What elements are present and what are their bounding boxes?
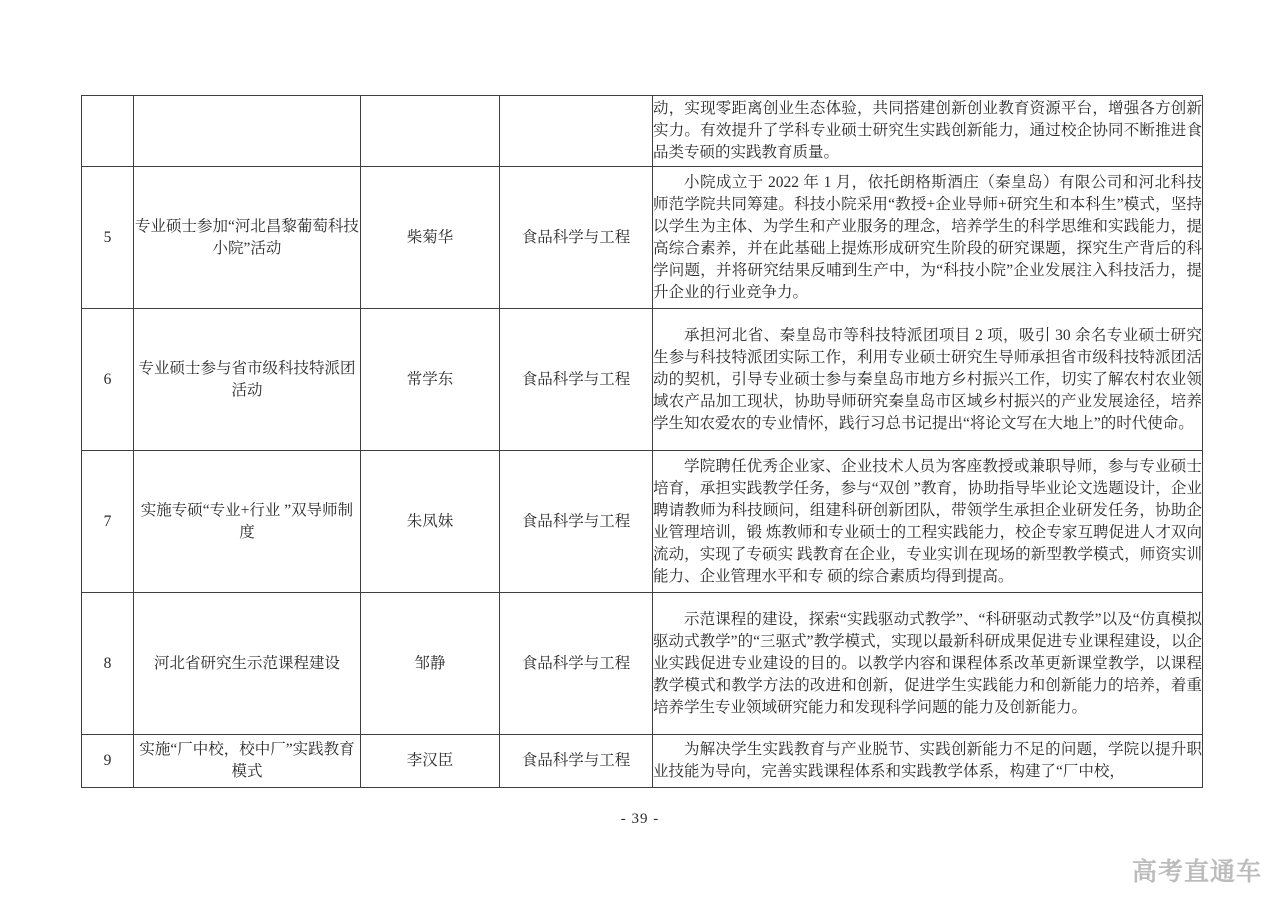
discipline-cell: 食品科学与工程 (500, 451, 653, 593)
project-name-cell: 河北省研究生示范课程建设 (134, 593, 361, 735)
project-name-cell (134, 96, 361, 167)
projects-table (81, 95, 1203, 788)
row-number-cell: 6 (82, 309, 134, 451)
description-cell (653, 167, 1203, 309)
description-cell (653, 309, 1203, 451)
table-body (82, 96, 1203, 788)
watermark-text: 高考直通车 (1131, 858, 1262, 886)
description-text: 动，实现零距离创业生态体验，共同搭建创新创业教育资源平台，增强各方创新实力。有效提升了学科专业硕士研究生实践创新能力，通过校企协同不断推进食品类专硕的实践教育质量。 (653, 100, 1202, 161)
table-row (82, 451, 1203, 593)
leader-name-cell: 常学东 (361, 309, 500, 451)
leader-name-cell: 朱凤妹 (361, 451, 500, 593)
discipline-cell: 食品科学与工程 (500, 309, 653, 451)
row-number-cell: 7 (82, 451, 134, 593)
description-cell (653, 96, 1203, 167)
discipline-cell: 食品科学与工程 (500, 167, 653, 309)
description-text: 小院成立于 2022 年 1 月，依托朗格斯酒庄（秦皇岛）有限公司和河北科技师范学院共同筹建。科技小院采用“教授+企业导师+研究生和本科生”模式，坚持以学生为主体、为学生和产业服务的理念，培养学生的科学思维和实践能力，提高综合素养，并在此基础上提炼形成研究生阶段的研究课题，探究生产背后的科学问题，并将研究结果反哺到生产中，为“科技小院”企业发展注入科技活力，提升企业的行业竞争力。 (653, 173, 1202, 301)
row-number-cell: 9 (82, 735, 134, 788)
table-row (82, 593, 1203, 735)
description-cell (653, 451, 1203, 593)
project-name-cell: 实施“厂中校，校中厂”实践教育模式 (134, 735, 361, 788)
description-text: 为解决学生实践教育与产业脱节、实践创新能力不足的问题，学院以提升职业技能为导向，完善实践课程体系和实践教学体系，构建了“厂中校， (653, 741, 1202, 780)
page-number: - 39 - (620, 811, 660, 827)
table-row (82, 167, 1203, 309)
project-name-cell: 专业硕士参加“河北昌黎葡萄科技小院”活动 (134, 167, 361, 309)
table-row (82, 309, 1203, 451)
leader-name-cell: 邹静 (361, 593, 500, 735)
row-number-cell: 5 (82, 167, 134, 309)
leader-name-cell: 李汉臣 (361, 735, 500, 788)
row-number-cell: 8 (82, 593, 134, 735)
description-cell (653, 735, 1203, 788)
description-text: 承担河北省、秦皇岛市等科技特派团项目 2 项，吸引 30 余名专业硕士研究生参与科技特派团实际工作，利用专业硕士研究生导师承担省市级科技特派团活动的契机，引导专业硕士参与秦皇岛市地方乡村振兴工作，切实了解农村农业领域农产品加工现状，协助导师研究秦皇岛市区域乡村振兴的产业发展途径，培养学生知农爱农的专业情怀，践行习总书记提出“将论文写在大地上”的时代使命。 (653, 326, 1202, 432)
description-cell (653, 593, 1203, 735)
project-name-cell: 专业硕士参与省市级科技特派团活动 (134, 309, 361, 451)
table-row (82, 96, 1203, 167)
leader-name-cell: 柴菊华 (361, 167, 500, 309)
discipline-cell: 食品科学与工程 (500, 735, 653, 788)
project-name-cell: 实施专硕“专业+行业 ”双导师制度 (134, 451, 361, 593)
row-number-cell (82, 96, 134, 167)
description-text: 示范课程的建设，探索“实践驱动式教学”、“科研驱动式教学”以及“仿真模拟驱动式教学”的“三驱式”教学模式，实现以最新科研成果促进专业课程建设，以企业实践促进专业建设的目的。以教学内容和课程体系改革更新课堂教学，以课程教学模式和教学方法的改进和创新，促进学生实践能力和创新能力的培养，着重培养学生专业领域研究能力和发现科学问题的能力及创新能力。 (653, 610, 1202, 716)
table-row (82, 735, 1203, 788)
discipline-cell: 食品科学与工程 (500, 593, 653, 735)
description-text: 学院聘任优秀企业家、企业技术人员为客座教授或兼职导师，参与专业硕士培育，承担实践教学任务，参与“双创 ”教育，协助指导毕业论文选题设计，企业聘请教师为科技顾问，组建科研创新团队，带领学生承担企业研发任务，协助企业管理培训，锻 炼教师和专业硕士的工程实践能力，校企专家互聘促进人才双向流动，实现了专硕实 践教育在企业，专业实训在现场的新型教学模式，师资实训能力、企业管理水平和专 硕的综合素质均得到提高。 (653, 457, 1202, 585)
discipline-cell (500, 96, 653, 167)
leader-name-cell (361, 96, 500, 167)
